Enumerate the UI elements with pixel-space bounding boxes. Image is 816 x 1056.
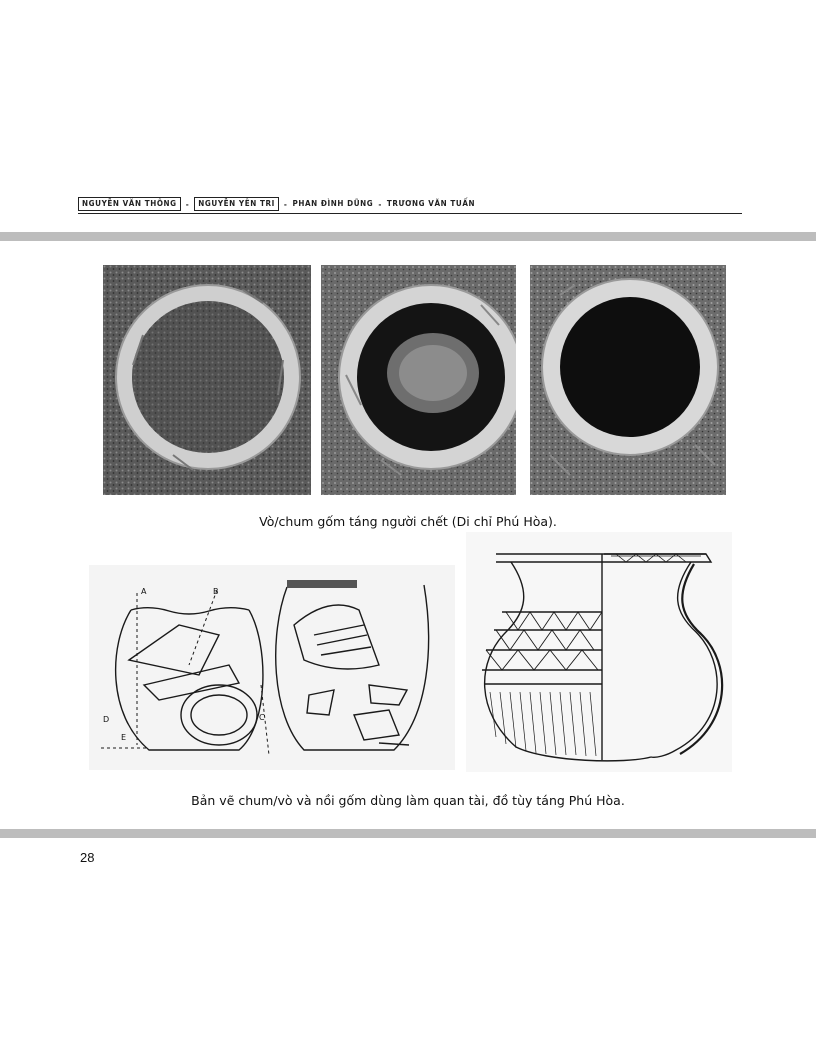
header-author-4: TRƯƠNG VĂN TUẤN (386, 199, 476, 208)
page-number: 28 (80, 850, 95, 865)
running-header (78, 195, 742, 214)
header-author-1: NGUYỄN VĂN THÔNG (78, 197, 181, 211)
header-separator: - (378, 199, 382, 209)
jar-photo-3 (530, 265, 726, 495)
jar-cross-section-drawing (89, 565, 455, 770)
jar-photo-2 (321, 265, 516, 495)
bottom-gray-band (0, 829, 816, 838)
label-e: E (121, 733, 127, 742)
top-gray-band (0, 232, 816, 241)
header-separator: - (283, 199, 288, 209)
header-author-2: NGUYỄN YÊN TRI (194, 197, 279, 211)
header-separator: - (185, 199, 190, 209)
jar-photo-1 (103, 265, 311, 495)
drawings-caption: Bản vẽ chum/vò và nồi gốm dùng làm quan tài, đồ tùy táng Phú Hòa. (191, 793, 625, 808)
photos-caption: Vò/chum gốm táng người chết (Di chỉ Phú Hòa). (259, 514, 557, 529)
label-a: A (141, 587, 147, 596)
label-d: D (103, 715, 110, 724)
decorated-pot-drawing (466, 532, 732, 772)
label-c: C (259, 713, 265, 722)
label-b: B (213, 587, 219, 596)
header-author-3: PHAN ĐÌNH DŨNG (292, 199, 374, 208)
